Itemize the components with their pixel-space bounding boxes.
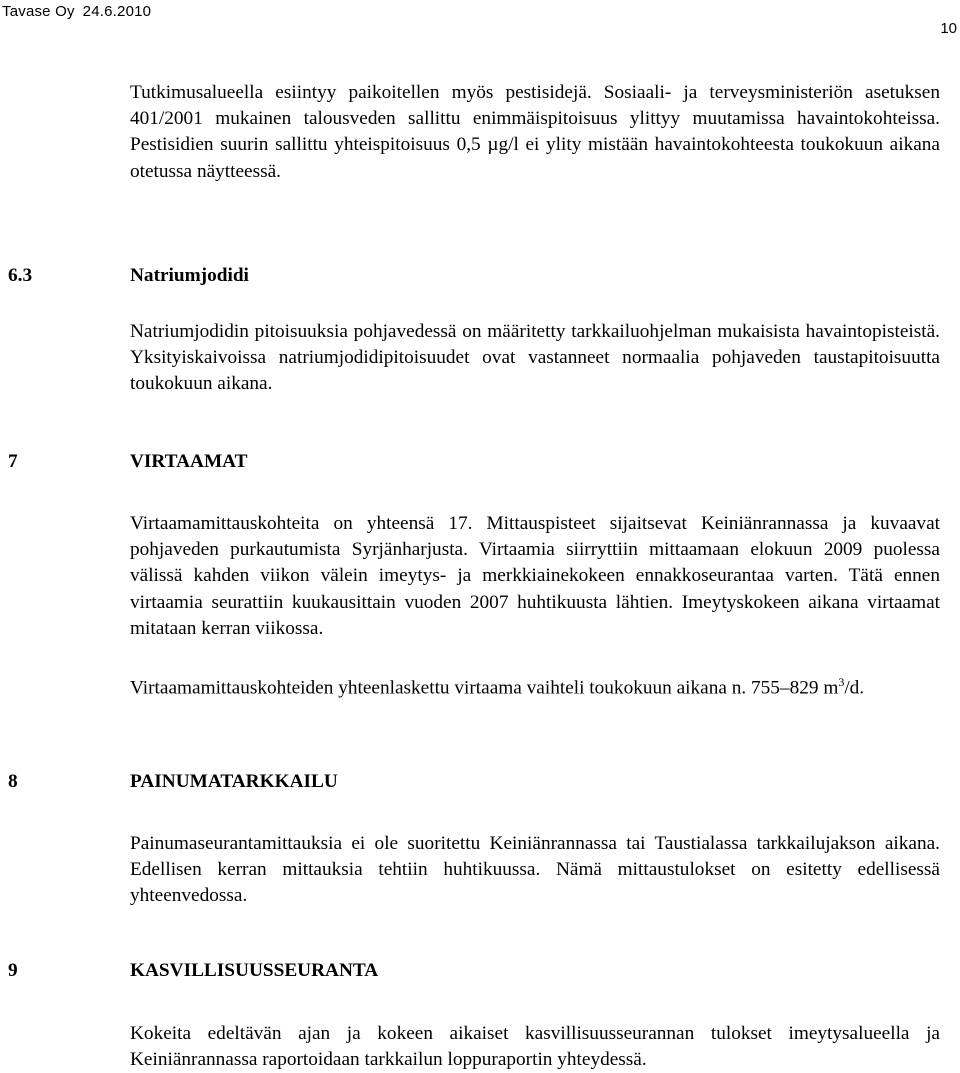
section-title: Natriumjodidi: [130, 265, 249, 286]
company-name: Tavase Oy: [2, 3, 75, 20]
section-title: VIRTAAMAT: [130, 451, 248, 472]
report-date: 24.6.2010: [82, 3, 152, 20]
paragraph-vegetation: Kokeita edeltävän ajan ja kokeen aikaiset kasvillisuusseurannan tulokset imeytysalueella ja Keiniänrannassa raportoidaan tarkkailun loppuraportin yhteydessä.: [130, 1023, 940, 1071]
page-number: 10: [940, 20, 957, 37]
section-number: 8: [8, 771, 18, 792]
section-title: KASVILLISUUSSEURANTA: [130, 960, 379, 981]
paragraph-sodium-iodide: Natriumjodidin pitoisuuksia pohjavedessä on määritetty tarkkailuohjelman mukaisista havaintopisteistä. Yksityiskaivoissa natriumjodidipitoisuudet ovat vastanneet normaalia pohjaveden taustapitoisuutta toukokuun aikana.: [130, 321, 940, 395]
running-header: [2, 3, 151, 20]
flow-total-text: Virtaamamittauskohteiden yhteenlaskettu virtaama vaihteli toukokuun aikana n. 755–829 m: [130, 677, 839, 699]
paragraph-settlement: Painumaseurantamittauksia ei ole suoritettu Keiniänrannassa tai Taustialassa tarkkailujakson aikana. Edellisen kerran mittauksia tehtiin huhtikuussa. Nämä mittaustulokset on esitetty edellisessä yhteenvedossa.: [130, 833, 940, 907]
section-number: 6.3: [8, 265, 33, 286]
superscript-3: 3: [838, 675, 845, 689]
flow-total-unit: /d.: [844, 677, 865, 699]
paragraph-flow-total: [130, 669, 940, 702]
section-title: PAINUMATARKKAILU: [130, 771, 338, 792]
section-number: 9: [8, 960, 18, 981]
paragraph-pesticides: Tutkimusalueella esiintyy paikoitellen myös pestisidejä. Sosiaali- ja terveysministeriön asetuksen 401/2001 mukainen talousveden sallittu enimmäispitoisuus ylittyy muutamissa havaintokohteissa. Pestisidien suurin sallittu yhteispitoisuus 0,5 µg/l ei ylity mistään havaintokohteesta toukokuun aikana otetussa näytteessä.: [130, 82, 940, 182]
section-number: 7: [8, 451, 18, 472]
paragraph-flow-measurements: Virtaamamittauskohteita on yhteensä 17. Mittauspisteet sijaitsevat Keiniänrannassa ja kuvaavat pohjaveden purkautumista Syrjänharjusta. Virtaamia siirryttiin mittaamaan elokuun 2009 puolessa välissä kahden viikon välein imeytys- ja merkkiainekokeen ennakkoseurantaa varten. Tätä ennen virtaamia seurattiin kuukausittain vuoden 2007 huhtikuusta lähtien. Imeytyskokeen aikana virtaamat mitataan kerran viikossa.: [130, 513, 940, 639]
